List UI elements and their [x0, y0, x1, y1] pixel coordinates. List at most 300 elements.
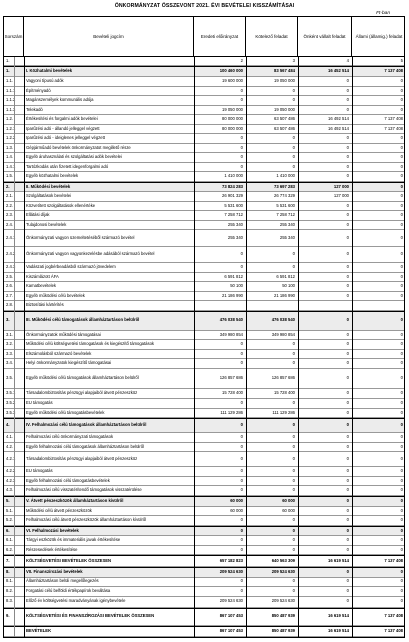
cell-v1: 0	[240, 341, 243, 347]
cell-v3: 0	[346, 212, 349, 218]
table-row	[4, 567, 404, 578]
cell-name: Elszámolásból származó bevételek	[26, 350, 92, 356]
cell-name: Szolgáltatások bevételei	[26, 193, 72, 199]
cell-code: 4.	[6, 422, 10, 428]
cell-v1: 80 000 000	[222, 125, 243, 131]
cell-v4: 0	[400, 434, 403, 440]
cell-v3: 0	[346, 477, 349, 483]
cell-v3: 0	[346, 537, 349, 543]
cell-v1	[194, 301, 246, 309]
table-row	[4, 452, 404, 467]
cell-v2: 19 050 000	[274, 78, 295, 84]
cell-code: 2.6.	[6, 283, 13, 289]
cell-v2: 0	[292, 487, 295, 493]
cell-v4: 0	[400, 234, 403, 240]
cell-v3: 0	[346, 106, 349, 112]
cell-v3: 16 492 514	[328, 125, 349, 131]
cell-v2: 0	[292, 578, 295, 584]
table-row	[4, 359, 404, 368]
cell-v4: 7 137 408	[384, 68, 403, 74]
cell-name: Biztosítási kártérítés	[26, 302, 64, 308]
cell-name: Egyéb felhalmozási célú támogatásbevételek	[26, 477, 110, 483]
cell-v4: 7 137 408	[384, 557, 403, 563]
cell-v1: 100 460 000	[219, 68, 243, 74]
cell-v2: 0	[292, 527, 295, 533]
table-row	[4, 292, 404, 301]
cell-v3: 0	[346, 202, 349, 208]
cell-code: 4.2.3	[6, 477, 16, 483]
table-row	[4, 301, 404, 310]
cell-v3: 0	[346, 546, 349, 552]
cell-name: Társadalombiztosítás pénzügyi alapjaiból átvett pénzeszköz	[26, 456, 138, 462]
cell-v1: 0	[240, 251, 243, 257]
cell-v3: 0	[346, 400, 349, 406]
table-row	[4, 507, 404, 516]
header-kotelezo-feladat: Kötelező feladat	[246, 17, 298, 57]
cell-v2: 126 857 686	[271, 375, 295, 381]
cell-v2: 0	[292, 251, 295, 257]
cell-v4: 0	[400, 527, 403, 533]
cell-v1: 0	[240, 587, 243, 593]
cell-v3: 0	[346, 468, 349, 474]
column-rule	[24, 57, 25, 637]
cell-code: 4.2.1	[6, 456, 16, 462]
column-rule	[246, 57, 247, 637]
cell-v2: 83 567 484	[274, 68, 295, 74]
table-row	[4, 87, 404, 96]
cell-v1: 209 524 630	[219, 568, 243, 574]
cell-code: 2.4.3	[6, 264, 16, 270]
cell-code: 1.1.	[6, 78, 13, 84]
table-row	[4, 125, 404, 134]
cell-v3: 0	[346, 350, 349, 356]
cell-v1: 7 258 712	[224, 212, 243, 218]
cell-v1: 73 824 283	[222, 183, 243, 189]
cell-name: Forgatási célú belföldi értékpapírok beváltása	[26, 587, 111, 593]
table-row	[4, 578, 404, 587]
cell-code: 2.	[6, 183, 10, 189]
cell-v2: 0	[292, 341, 295, 347]
cell-v4: 0	[400, 546, 403, 552]
cell-v2: 0	[292, 587, 295, 593]
cell-v3: 0	[346, 154, 349, 160]
cell-v2: 209 524 630	[271, 598, 295, 604]
cell-v3: 127 000	[333, 193, 349, 199]
table-body	[4, 57, 404, 637]
table-row	[4, 230, 404, 246]
cell-v1: 0	[240, 477, 243, 483]
table-row	[4, 77, 404, 86]
cell-v3: 0	[346, 587, 349, 593]
cell-v3: 4	[346, 57, 349, 63]
cell-v4: 0	[400, 202, 403, 208]
cell-code: 1.3.	[6, 144, 13, 150]
cell-v2: 850 487 939	[271, 613, 295, 619]
cell-v1: 0	[240, 546, 243, 552]
cell-name: Felhalmozási célú átvett pénzeszközök államháztartáson kívülről	[26, 517, 147, 523]
cell-v2: 15 728 400	[274, 390, 295, 396]
cell-code: 3.	[6, 317, 10, 323]
cell-code: 2.4.	[6, 221, 13, 227]
cell-v3: 0	[346, 360, 349, 366]
table-row	[4, 443, 404, 452]
cell-v3: 0	[346, 434, 349, 440]
table-row	[4, 626, 404, 637]
cell-code: 1.1.3	[6, 106, 16, 112]
cell-v4: 0	[400, 456, 403, 462]
cell-v3: 0	[346, 283, 349, 289]
table-row	[4, 172, 404, 181]
cell-v1: 19 600 000	[222, 78, 243, 84]
cell-name: Önkormányzati vagyon vagyonkezelésbe adásából származó bevétel	[26, 251, 155, 257]
cell-name: Önkormányzati vagyon üzemeltetéséből származó bevétel	[26, 234, 135, 240]
cell-name: Egyéb működési célú bevételek	[26, 292, 85, 298]
table-row	[4, 546, 404, 555]
cell-v2: 111 129 286	[272, 409, 295, 415]
cell-v3: 0	[346, 97, 349, 103]
cell-v4: 0	[400, 498, 403, 504]
cell-v2: 0	[292, 537, 295, 543]
cell-v3: 0	[346, 517, 349, 523]
cell-v1: 60 000	[230, 498, 243, 504]
cell-v4: 0	[400, 221, 403, 227]
cell-v3: 0	[346, 422, 349, 428]
cell-v2: 26 774 329	[274, 193, 295, 199]
cell-code: 2.2.	[6, 202, 13, 208]
cell-v1: 26 901 329	[222, 193, 243, 199]
cell-v1: 476 038 540	[219, 317, 243, 323]
cell-name	[24, 57, 194, 65]
cell-v4: 0	[400, 360, 403, 366]
cell-v3: 16 452 514	[328, 68, 349, 74]
cell-v1: 111 129 286	[220, 409, 243, 415]
cell-code: 3.5.2	[6, 400, 16, 406]
cell-v1: 0	[240, 434, 243, 440]
cell-v1: 126 857 686	[219, 375, 243, 381]
cell-v1: 0	[240, 456, 243, 462]
cell-v2: 50 100	[282, 283, 295, 289]
table-row	[4, 608, 404, 626]
cell-v3: 0	[346, 527, 349, 533]
cell-code: 2.8.	[6, 302, 13, 308]
cell-v3: 0	[346, 341, 349, 347]
cell-v4: 0	[400, 422, 403, 428]
cell-v4: 0	[400, 193, 403, 199]
cell-v3: 0	[346, 331, 349, 337]
cell-v3: 0	[346, 390, 349, 396]
cell-name: V. Átvett pénzeszközök államháztartáson kívülről	[26, 498, 124, 504]
cell-v3: 0	[346, 487, 349, 493]
cell-v1: 0	[240, 87, 243, 93]
cell-name: Vagyoni típusú adók	[26, 78, 64, 84]
document-title: ÖNKORMÁNYZAT ÖSSZEVONT 2021. ÉVI BEVÉTELEI KISSZÁMÍTÁSAI	[114, 3, 295, 9]
cell-name: EU támogatás	[26, 400, 53, 406]
cell-code: 1.1.1	[6, 87, 16, 93]
cell-v4: 0	[400, 106, 403, 112]
cell-v2: 255 340	[279, 221, 295, 227]
cell-v4: 0	[400, 292, 403, 298]
cell-v2: 0	[292, 154, 295, 160]
table-row	[4, 369, 404, 389]
cell-v4: 0	[400, 587, 403, 593]
cell-name: Kamatbevételek	[26, 283, 57, 289]
column-rule	[194, 57, 195, 637]
cell-name: Egyéb felhalmozási célú támogatások államháztartáson belülről	[26, 443, 145, 449]
budget-table	[3, 16, 405, 638]
cell-v3: 0	[346, 375, 349, 381]
cell-v3: 0	[346, 598, 349, 604]
cell-code: 5.2.	[6, 517, 13, 523]
cell-v4: 0	[400, 144, 403, 150]
cell-v2: 0	[292, 400, 295, 406]
cell-name: Ellátási díjak	[26, 212, 50, 218]
cell-code: 6.1.	[6, 537, 13, 543]
cell-v4: 0	[400, 163, 403, 169]
cell-v3	[298, 301, 352, 309]
cell-v1: 2	[240, 57, 243, 63]
cell-v4: 0	[400, 283, 403, 289]
cell-code: 1.	[6, 68, 10, 74]
cell-v1: 0	[240, 422, 243, 428]
table-row	[4, 282, 404, 291]
cell-v3: 0	[346, 221, 349, 227]
cell-v2: 0	[292, 468, 295, 474]
cell-v4: 0	[400, 477, 403, 483]
table-row	[4, 587, 404, 596]
cell-v3: 16 492 514	[328, 116, 349, 122]
cell-code: 1.2.2	[6, 135, 16, 141]
column-rule	[298, 57, 299, 637]
cell-name: Egyéb közhatalmi bevételek	[26, 173, 79, 179]
cell-code: 2.1.	[6, 193, 13, 199]
cell-v3: 127 000	[333, 183, 349, 189]
table-row	[4, 57, 404, 66]
cell-code: 3.5.3	[6, 409, 16, 415]
cell-v3: 0	[346, 409, 349, 415]
cell-v2: 3	[292, 57, 295, 63]
cell-name: Részesedések értékesítése	[26, 546, 78, 552]
cell-code: 4.2.	[6, 443, 13, 449]
cell-v4: 0	[400, 78, 403, 84]
cell-v3: 0	[346, 87, 349, 93]
cell-v1: 0	[240, 154, 243, 160]
table-row	[4, 163, 404, 172]
cell-code: 3.5.	[6, 375, 13, 381]
cell-code: 3.1.	[6, 331, 13, 337]
cell-v1: 0	[240, 350, 243, 356]
table-row	[4, 389, 404, 399]
cell-v4: 0	[400, 598, 403, 604]
cell-v2: 0	[292, 87, 295, 93]
header-bevetel-jogcim: Bevételi jogcím	[24, 17, 194, 57]
cell-v3: 0	[346, 264, 349, 270]
table-row	[4, 221, 404, 230]
cell-v1: 5 531 600	[224, 202, 243, 208]
cell-name: Tárgyi eszközök és immateriális javak értékesítése	[26, 537, 121, 543]
cell-code: 6.2.	[6, 546, 13, 552]
cell-v2: 349 980 854	[271, 331, 295, 337]
cell-v4: 7 137 408	[384, 125, 403, 131]
unit-label: Ft-ban	[376, 11, 390, 16]
cell-v4: 0	[400, 341, 403, 347]
cell-v4: 0	[400, 390, 403, 396]
cell-v1: 0	[240, 443, 243, 449]
table-row	[4, 311, 404, 331]
cell-name: Közvetített szolgáltatások ellenértéke	[26, 202, 96, 208]
cell-name: Építményadó	[26, 87, 51, 93]
cell-v4: 0	[400, 273, 403, 279]
cell-name: VII. Finanszírozási bevételek	[26, 568, 83, 574]
cell-v2: 0	[292, 135, 295, 141]
cell-v2: 7 258 712	[276, 212, 295, 218]
cell-name: Államháztartáson belüli megelőlegezés	[26, 578, 99, 584]
cell-v1: 6 591 812	[224, 273, 243, 279]
cell-v4: 0	[400, 87, 403, 93]
cell-name: BEVÉTELEK	[26, 628, 52, 633]
cell-code: 4.3.	[6, 487, 13, 493]
cell-name: IV. Felhalmozási célú támogatások államháztartáson belülről	[26, 422, 147, 428]
cell-v2: 63 507 486	[274, 116, 295, 122]
cell-name: I. Közhatalmi bevételek	[26, 68, 73, 74]
cell-v1: 0	[240, 537, 243, 543]
cell-v3: 0	[346, 273, 349, 279]
cell-v2: 0	[292, 517, 295, 523]
table-row	[4, 211, 404, 220]
cell-v2: 73 697 283	[274, 183, 295, 189]
cell-code: 1.2.1	[6, 125, 16, 131]
table-row	[4, 153, 404, 162]
cell-name: Vadászati jogbérbeadásból származó jövedelem	[26, 264, 116, 270]
cell-code: 2.4.2	[6, 251, 16, 257]
table-row	[4, 66, 404, 77]
cell-v3: 0	[346, 234, 349, 240]
table-row	[4, 350, 404, 359]
cell-v4: 0	[400, 537, 403, 543]
cell-v4: 0	[400, 317, 403, 323]
cell-name: Iparűzési adó - állandó jelleggel végzett	[26, 125, 100, 131]
table-row	[4, 496, 404, 507]
cell-v2: 0	[292, 360, 295, 366]
cell-name: Működési célú költségvetési támogatások és kiegészítő támogatások	[26, 341, 155, 347]
cell-v4: 0	[400, 183, 403, 189]
cell-v2: 19 050 000	[274, 106, 295, 112]
cell-v1: 349 980 854	[219, 331, 243, 337]
cell-code: 3.4.	[6, 360, 13, 366]
cell-name: II. Működési bevételek	[26, 183, 71, 189]
cell-v2: 0	[292, 546, 295, 552]
cell-v1: 0	[240, 527, 243, 533]
cell-v1: 21 186 990	[222, 292, 243, 298]
cell-v3: 16 619 514	[328, 628, 349, 633]
cell-name: Önkormányzatok működési támogatásai	[26, 331, 101, 337]
cell-v4: 7 137 408	[384, 613, 403, 619]
cell-v2: 0	[292, 264, 295, 270]
cell-name: Egyéb működési célú támogatásbevételek	[26, 409, 105, 415]
header-eredeti-eloirányzat: Eredeti előirányzat	[194, 17, 246, 57]
cell-v2: 0	[292, 97, 295, 103]
cell-name: Gépjárműadó bevételek önkormányzatot megillető része	[26, 144, 131, 150]
cell-v1: 0	[240, 97, 243, 103]
cell-v4: 0	[400, 468, 403, 474]
cell-code: 8.1.	[6, 578, 13, 584]
cell-name: KÖLTSÉGVETÉSI ÉS FINANSZÍROZÁSI BEVÉTELEK ÖSSZESEN	[26, 613, 155, 619]
cell-v4: 0	[400, 578, 403, 584]
cell-v2: 1 410 000	[276, 173, 295, 179]
cell-v1: 867 107 453	[219, 613, 243, 619]
cell-code: 5.1.	[6, 507, 13, 513]
cell-v2: 0	[292, 456, 295, 462]
cell-v1: 15 728 400	[222, 390, 243, 396]
cell-v3: 0	[346, 292, 349, 298]
cell-name: Iparűzési adó - ideiglenes jelleggel végzett	[26, 135, 105, 141]
table-row	[4, 597, 404, 608]
table-row	[4, 536, 404, 545]
table-row	[4, 418, 404, 433]
table-row	[4, 202, 404, 211]
cell-v1: 50 100	[230, 283, 243, 289]
header-onkent-vallalt: Önként vállalt feladat	[298, 17, 352, 57]
cell-v1: 255 340	[227, 221, 243, 227]
cell-v3: 0	[346, 578, 349, 584]
cell-code: 8.	[6, 568, 10, 574]
table-row	[4, 182, 404, 193]
cell-v4: 0	[400, 264, 403, 270]
cell-name: KÖLTSÉGVETÉSI BEVÉTELEK ÖSSZESEN	[26, 557, 112, 563]
cell-v3: 0	[346, 456, 349, 462]
cell-v4: 0	[400, 517, 403, 523]
cell-v2: 60 000	[282, 498, 295, 504]
cell-name: Felhalmozási célú önkormányzati támogatások	[26, 434, 114, 440]
table-row	[4, 144, 404, 153]
cell-code: 2.7.	[6, 292, 13, 298]
cell-v2: 850 487 939	[271, 628, 295, 633]
cell-v1: 60 000	[230, 507, 243, 513]
cell-v2	[246, 301, 298, 309]
cell-v3: 0	[346, 78, 349, 84]
cell-v2: 209 524 630	[271, 568, 295, 574]
cell-v1: 0	[240, 468, 243, 474]
cell-v1: 0	[240, 144, 243, 150]
cell-v4	[352, 301, 405, 309]
cell-name: Előző év költségvetési maradványának igénybevétele	[26, 598, 126, 604]
column-rule	[352, 57, 353, 637]
cell-v4: 0	[400, 375, 403, 381]
table-row	[4, 273, 404, 282]
cell-code: 1.2.	[6, 116, 13, 122]
cell-code: 1.1.2	[6, 97, 16, 103]
cell-code: 5.	[6, 498, 10, 504]
cell-v3: 0	[346, 163, 349, 169]
cell-name: Értékesítési és forgalmi adók bevételei	[26, 116, 98, 122]
cell-v3: 0	[346, 507, 349, 513]
cell-v2: 0	[292, 163, 295, 169]
cell-code: 3.5.1	[6, 390, 16, 396]
cell-v4: 0	[400, 212, 403, 218]
cell-name: VI. Felhalmozási bevételek	[26, 527, 79, 533]
cell-name: Telekadó	[26, 106, 43, 112]
table-row	[4, 96, 404, 105]
cell-v3: 0	[346, 251, 349, 257]
cell-v4: 7 137 408	[384, 628, 403, 633]
cell-v2: 255 340	[279, 234, 295, 240]
cell-v3: 0	[346, 568, 349, 574]
cell-v4: 0	[400, 487, 403, 493]
header-allami-feladat: Állami (államig.) feladat	[355, 34, 403, 40]
cell-v1: 657 182 823	[219, 557, 243, 563]
cell-code: 7.	[6, 557, 10, 563]
cell-v3: 16 619 514	[328, 613, 349, 619]
cell-v2: 5 531 600	[276, 202, 295, 208]
